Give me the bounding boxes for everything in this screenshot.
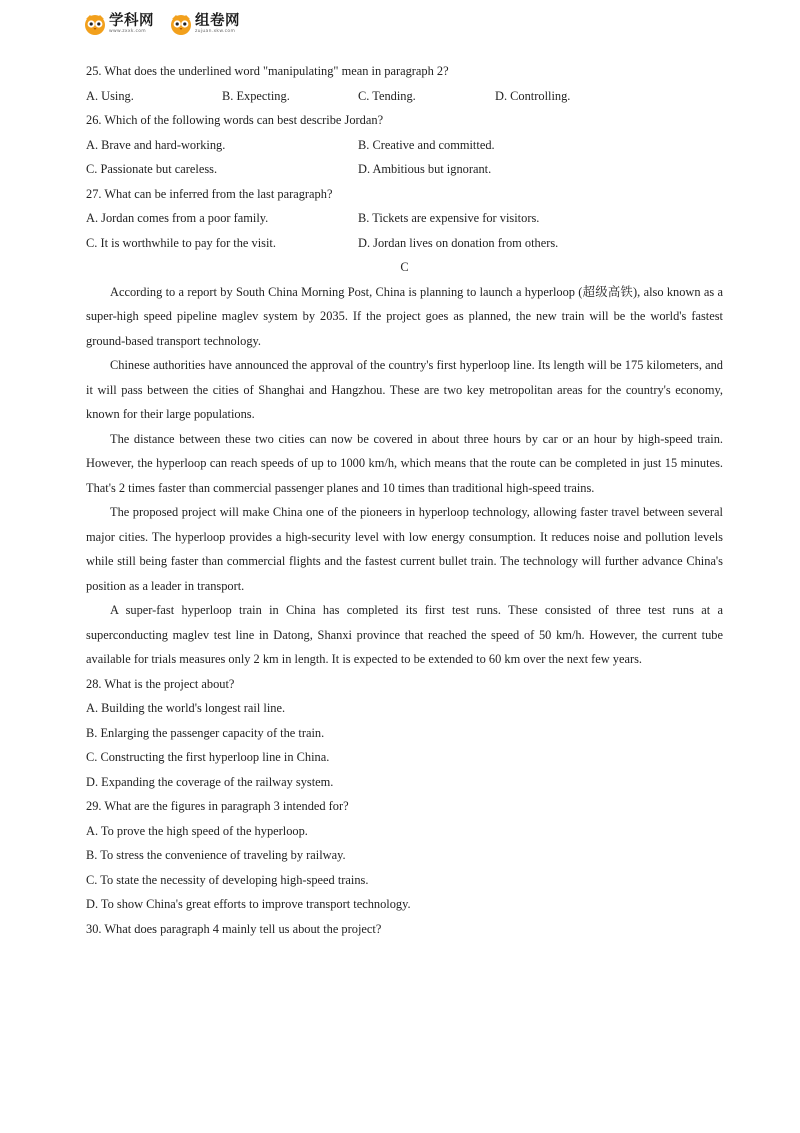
owl-icon (84, 13, 106, 35)
question-27-options-row2 (86, 231, 723, 256)
option-a: A. Using. (86, 88, 134, 103)
option-c: C. To state the necessity of developing high-speed trains. (86, 872, 369, 887)
question-25-stem: 25. What does the underlined word "manipulating" mean in paragraph 2? (86, 64, 449, 78)
logo-url: zujuan.xkw.com (195, 28, 236, 34)
header (84, 12, 240, 36)
option-a: A. To prove the high speed of the hyperloop. (86, 823, 308, 838)
logo-url: www.zxxk.com (109, 28, 146, 34)
option-c: C. Tending. (358, 88, 416, 103)
option-a: A. Building the world's longest rail line. (86, 701, 286, 715)
option-d: D. Jordan lives on donation from others. (358, 235, 559, 250)
question-27-options-row1 (86, 206, 723, 231)
option-d: D. To show China's great efforts to improve transport technology. (86, 897, 411, 911)
option-d: D. Expanding the coverage of the railway system. (86, 774, 334, 789)
logo-name: 学科网 (109, 13, 154, 29)
option-b: B. Creative and committed. (358, 137, 495, 152)
option-b: B. Enlarging the passenger capacity of the train. (86, 725, 325, 740)
option-d: D. Controlling. (495, 88, 571, 103)
section-label: C (400, 260, 409, 274)
exam-content (86, 59, 723, 941)
owl-icon (170, 13, 192, 35)
question-26-options-row2 (86, 157, 723, 182)
question-28-stem: 28. What is the project about? (86, 676, 235, 691)
option-c: C. Constructing the first hyperloop line in China. (86, 750, 330, 764)
question-30-stem: 30. What does paragraph 4 mainly tell us about the project? (86, 921, 382, 936)
question-26-stem: 26. Which of the following words can best describe Jordan? (86, 113, 384, 127)
option-a: A. Brave and hard-working. (86, 137, 226, 152)
option-b: B. To stress the convenience of traveling by railway. (86, 848, 346, 862)
passage-paragraph-1: According to a report by South China Morning Post, China is planning to launch a hyperloop (超级高铁), also known as a super-high speed pipeline maglev system by 2035. If the project goes as planned, the new train will be the world's fastest ground-based transport technology. (86, 284, 723, 348)
zxxk-logo[interactable] (84, 13, 154, 35)
option-a: A. Jordan comes from a poor family. (86, 211, 269, 225)
zujuan-logo[interactable] (170, 13, 240, 35)
logo-name: 组卷网 (195, 13, 240, 29)
passage-paragraph-4: The proposed project will make China one of the pioneers in hyperloop technology, allowing faster travel between several major cities. The hyperloop provides a high-security level with low energy consumption. It reduces noise and pollution levels while still being faster than commercial flights and the fastest current bullet train. The technology will further advance China's position as a leader in transport. (86, 505, 723, 593)
question-25-options (86, 84, 723, 109)
question-29-stem: 29. What are the figures in paragraph 3 intended for? (86, 799, 349, 813)
option-c: C. Passionate but careless. (86, 162, 218, 176)
option-d: D. Ambitious but ignorant. (358, 162, 492, 176)
option-c: C. It is worthwhile to pay for the visit. (86, 235, 276, 250)
option-b: B. Tickets are expensive for visitors. (358, 211, 540, 225)
question-26-options-row1 (86, 133, 723, 158)
passage-paragraph-5: A super-fast hyperloop train in China has completed its first test runs. These consisted of three test runs at a superconducting maglev test line in Datong, Shanxi province that reached the speed of 50 km/h. However, the current tube available for trials measures only 2 km in length. It is expected to be extended to 60 km over the next few years. (86, 603, 723, 666)
question-27-stem: 27. What can be inferred from the last paragraph? (86, 186, 333, 201)
passage-paragraph-3: The distance between these two cities can now be covered in about three hours by car or an hour by high-speed train. However, the hyperloop can reach speeds of up to 1000 km/h, which means that the route can be completed in just 15 minutes. That's 2 times faster than commercial passenger planes and 10 times than traditional high-speed trains. (86, 431, 723, 495)
option-b: B. Expecting. (222, 88, 290, 103)
passage-paragraph-2: Chinese authorities have announced the approval of the country's first hyperloop line. Its length will be 175 kilometers, and it will pass between the cities of Shanghai and Hangzhou. These are two key metropolitan areas for the country's economy, known for their large populations. (86, 358, 723, 421)
